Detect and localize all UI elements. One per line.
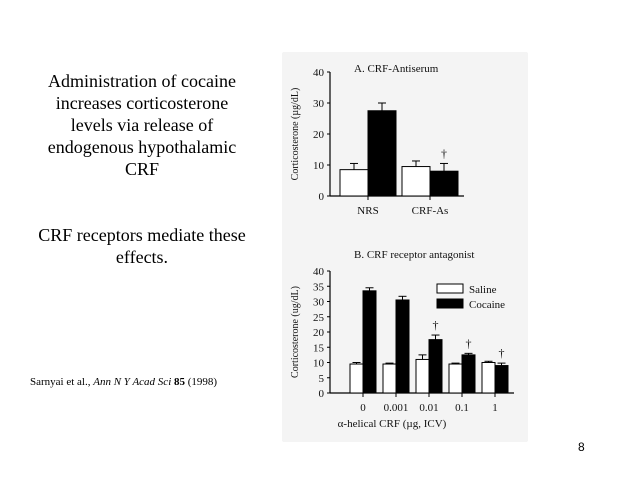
- main-statement-line: endogenous hypothalamic: [47, 137, 237, 157]
- panel-a-y-axis-label: Corticosterone (µg/dL): [290, 87, 301, 181]
- panel-b-x-axis-label: α-helical CRF (µg, ICV): [337, 418, 447, 430]
- panel-b-x-tick-label: 0.001: [383, 402, 409, 414]
- main-statement-line: Administration of cocaine: [48, 71, 236, 91]
- panel-b-bar-cocaine: [429, 340, 442, 393]
- citation-volume: 85: [174, 376, 185, 388]
- panel-b-y-tick-label: 25: [313, 311, 324, 324]
- panel-b-y-tick-label: 20: [313, 327, 324, 339]
- main-statement-line: levels via release of: [70, 115, 214, 135]
- figure-panel: [282, 52, 528, 442]
- panel-b-y-tick-label: 30: [313, 296, 324, 309]
- panel-b-bar-cocaine: [396, 300, 409, 393]
- panel-b-bar-cocaine: [462, 355, 475, 393]
- citation-authors: Sarnyai et al.,: [30, 376, 94, 388]
- panel-a-y-tick-label: 10: [313, 160, 324, 172]
- panel-b-y-tick-label: 0: [318, 388, 324, 400]
- panel-b-y-tick-label: 5: [318, 372, 324, 385]
- citation-journal: Ann N Y Acad Sci: [93, 376, 172, 388]
- panel-b-significance-dagger: †: [465, 336, 472, 351]
- panel-b-x-tick-label: 0.1: [455, 402, 469, 414]
- panel-a-x-tick-label: CRF-As: [411, 205, 449, 217]
- panel-b-bar-saline: [383, 364, 396, 393]
- panel-b-legend-swatch-cocaine: [437, 299, 463, 308]
- panel-a-title: A. CRF-Antiserum: [354, 63, 439, 75]
- panel-b-y-tick-label: 10: [313, 357, 324, 370]
- panel-b-bar-cocaine: [363, 291, 376, 393]
- panel-b-bar-cocaine: [495, 366, 508, 393]
- citation-year: (1998): [185, 376, 218, 388]
- panel-a-bar-saline: [340, 170, 368, 196]
- panel-a-significance-dagger: †: [441, 146, 447, 161]
- panel-a-bar-cocaine: [368, 111, 396, 196]
- panel-b-bar-saline: [350, 364, 363, 393]
- panel-b-x-tick-label: 0: [360, 402, 366, 414]
- main-statement-line: increases corticosterone: [55, 93, 229, 113]
- panel-a-y-tick-label: 20: [313, 129, 324, 141]
- page-number: 8: [578, 440, 585, 454]
- panel-a-x-tick-label: NRS: [357, 205, 379, 217]
- panel-a-y-tick-label: 40: [313, 67, 324, 79]
- panel-b-legend-swatch-saline: [437, 284, 463, 293]
- panel-b-y-axis-label: Corticosterone (ug/dL): [290, 286, 301, 378]
- panel-b-significance-dagger: †: [432, 318, 439, 333]
- panel-b-legend-label-saline: Saline: [469, 284, 497, 296]
- panel-b-bar-saline: [482, 363, 495, 394]
- main-statement-line: CRF: [124, 159, 160, 179]
- panel-a-bar-cocaine: [430, 171, 458, 196]
- panel-b-x-tick-label: 0.01: [419, 402, 439, 414]
- panel-b-x-tick-label: 1: [492, 402, 498, 414]
- panel-a-y-tick-label: 30: [313, 98, 324, 110]
- panel-b-legend-label-cocaine: Cocaine: [469, 299, 506, 311]
- panel-b-bar-saline: [416, 359, 429, 393]
- panel-b-y-tick-label: 15: [313, 342, 324, 355]
- panel-b-y-tick-label: 40: [313, 266, 324, 278]
- receptor-statement: [14, 224, 270, 268]
- panel-b-title: B. CRF receptor antagonist: [354, 249, 475, 261]
- receptor-statement-line: CRF receptors mediate these: [38, 225, 246, 245]
- figure-svg: [282, 52, 528, 442]
- panel-a-y-tick-label: 0: [318, 191, 324, 203]
- panel-a-bar-saline: [402, 167, 430, 196]
- receptor-statement-line: effects.: [115, 247, 169, 267]
- main-statement: [14, 70, 270, 180]
- panel-b-significance-dagger: †: [498, 346, 505, 361]
- panel-b-bar-saline: [449, 364, 462, 393]
- citation: [30, 376, 217, 388]
- panel-b-y-tick-label: 35: [313, 281, 324, 294]
